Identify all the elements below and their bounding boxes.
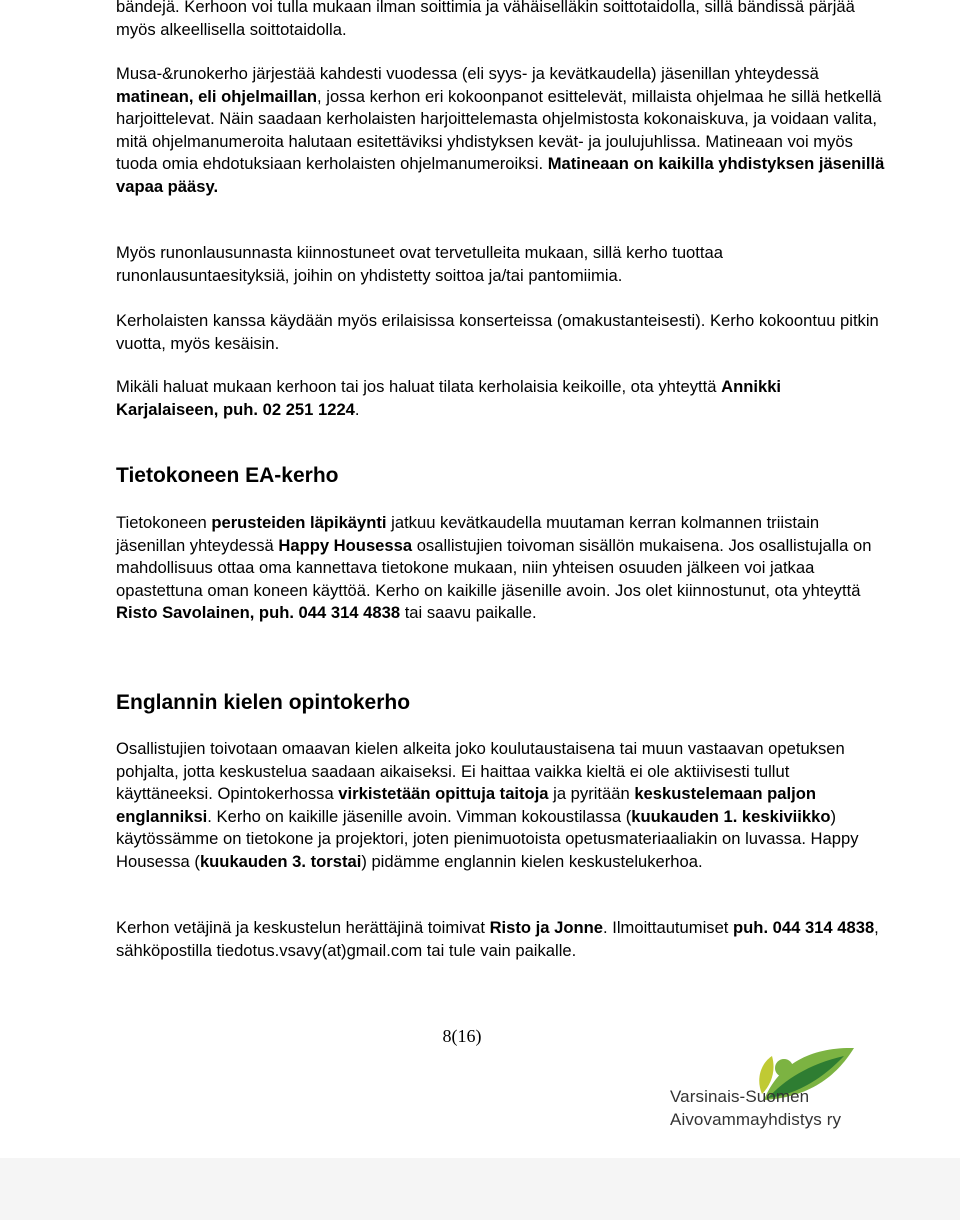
page-number: 8(16) <box>442 1026 482 1046</box>
text-run: Mikäli haluat mukaan kerhoon tai jos haluat tilata kerholaisia keikoille, ota yhteyttä <box>116 377 722 396</box>
music-club-paragraph-contact <box>116 376 886 421</box>
footer-band <box>0 1158 960 1220</box>
text-run: , sähköpostilla tiedotus.vsavy(at)gmail.com tai tule vain paikalle. <box>116 918 879 960</box>
text-run: osallistujien toivoman sisällön mukaisena. Jos osallistujalla on mahdollisuus ottaa oma kannettava tietokone mukaan, niin yhteisen osuuden jälkeen voi jatkaa opastettuna oman koneen käyttöä. Kerho on kaikille jäsenille avoin. Jos olet kiinnostunut, ota yhteyttä <box>116 535 872 600</box>
bold-text-run: virkistetään opittuja taitoja <box>338 784 549 804</box>
text-run: tai saavu paikalle. <box>400 603 537 623</box>
bold-text-run: Matineaan on kaikilla yhdistyksen jäsenillä vapaa pääsy. <box>116 154 885 196</box>
bold-text-run: Annikki Karjalaiseen, puh. 02 251 1224 <box>116 377 782 419</box>
text-run: ja pyritään <box>548 784 635 804</box>
bold-text-run: matinean, eli ohjelmaillan <box>116 86 318 106</box>
text-run: Musa-&runokerho järjestää kahdesti vuodessa (eli syys- ja kevätkaudella) jäsenillan yhteydessä <box>116 64 819 83</box>
bold-text-run: kuukauden 3. torstai <box>199 851 362 871</box>
computer-club-heading: Tietokoneen EA-kerho <box>116 464 339 487</box>
logo-text-line2: Aivovammayhdistys ry <box>670 1110 842 1129</box>
english-club-heading: Englannin kielen opintokerho <box>116 691 411 714</box>
music-club-paragraph-intro <box>116 0 886 41</box>
english-club-paragraph-contact <box>116 917 886 962</box>
computer-club-paragraph <box>116 512 886 625</box>
music-club-paragraph-poetry <box>116 242 886 287</box>
text-run: . Kerho on kaikille jäsenille avoin. Vimman kokoustilassa ( <box>207 806 632 826</box>
text-run: , jossa kerhon eri kokoonpanot esittelevät, millaista ohjelmaa he sillä hetkellä harjoittelevat. Näin saadaan kerholaisten harjoittelemasta ohjelmistosta kokonaiskuva, ja voidaan valita, mitä ohjelmanumeroita halutaan esitettäviksi yhdistyksen kevät- ja joulujuhlissa. Matineaan voi myös tuoda omia ehdotuksiaan kerholaisten ohjelmanumeroiksi. <box>116 86 882 174</box>
text-run: ) käytössämme on tietokone ja projektori, joten pienimuotoista opetusmateriaaliakin on luvassa. Happy Housessa ( <box>116 806 859 871</box>
bold-text-run: perusteiden läpikäynti <box>211 513 387 532</box>
bold-text-run: keskustelemaan paljon englanniksi <box>116 784 817 826</box>
english-club-paragraph-description <box>116 738 886 874</box>
text-run: Osallistujien toivotaan omaavan kielen alkeita joko koulutaustaisena tai muun vastaavan opetuksen pohjalta, jotta keskustelua saadaan aikaiseksi. Ei haittaa vaikka kieltä ei ole aktiivisesti tullut käyttäneeksi. Opintokerhossa <box>116 739 845 804</box>
text-run: Kerholaisten kanssa käydään myös erilaisissa konserteissa (omakustanteisesti). Kerho kokoontuu pitkin vuotta, myös kesäisin. <box>116 311 879 353</box>
text-run: . <box>354 399 360 419</box>
music-club-paragraph-matinee <box>116 63 886 199</box>
bold-text-run: kuukauden 1. keskiviikko <box>631 806 831 826</box>
music-club-paragraph-concerts <box>116 310 886 355</box>
text-run: Tietokoneen <box>116 513 212 532</box>
text-run: Kerhon vetäjinä ja keskustelun herättäjinä toimivat <box>116 918 490 937</box>
text-run: ) pidämme englannin kielen keskustelukerhoa. <box>361 851 703 871</box>
text-run: Myös runonlausunnasta kiinnostuneet ovat tervetulleita mukaan, sillä kerho tuottaa runonlausuntaesityksiä, joihin on yhdistetty soittoa ja/tai pantomiimia. <box>116 243 723 285</box>
bold-text-run: Happy Housessa <box>278 535 413 555</box>
bold-text-run: Risto Savolainen, puh. 044 314 4838 <box>116 603 401 623</box>
logo-text-line1: Varsinais-Suomen <box>670 1087 810 1106</box>
text-run: . Ilmoittautumiset <box>603 918 734 937</box>
bold-text-run: puh. 044 314 4838 <box>733 918 875 937</box>
bold-text-run: Risto ja Jonne <box>489 918 603 937</box>
text-run: bändejä. Kerhoon voi tulla mukaan ilman soittimia ja vähäiselläkin soittotaidolla, sillä bändissä pärjää myös alkeellisella soittotaidolla. <box>116 0 855 39</box>
text-run: jatkuu kevätkaudella muutaman kerran kolmannen triistain jäsenillan yhteydessä <box>116 513 820 555</box>
